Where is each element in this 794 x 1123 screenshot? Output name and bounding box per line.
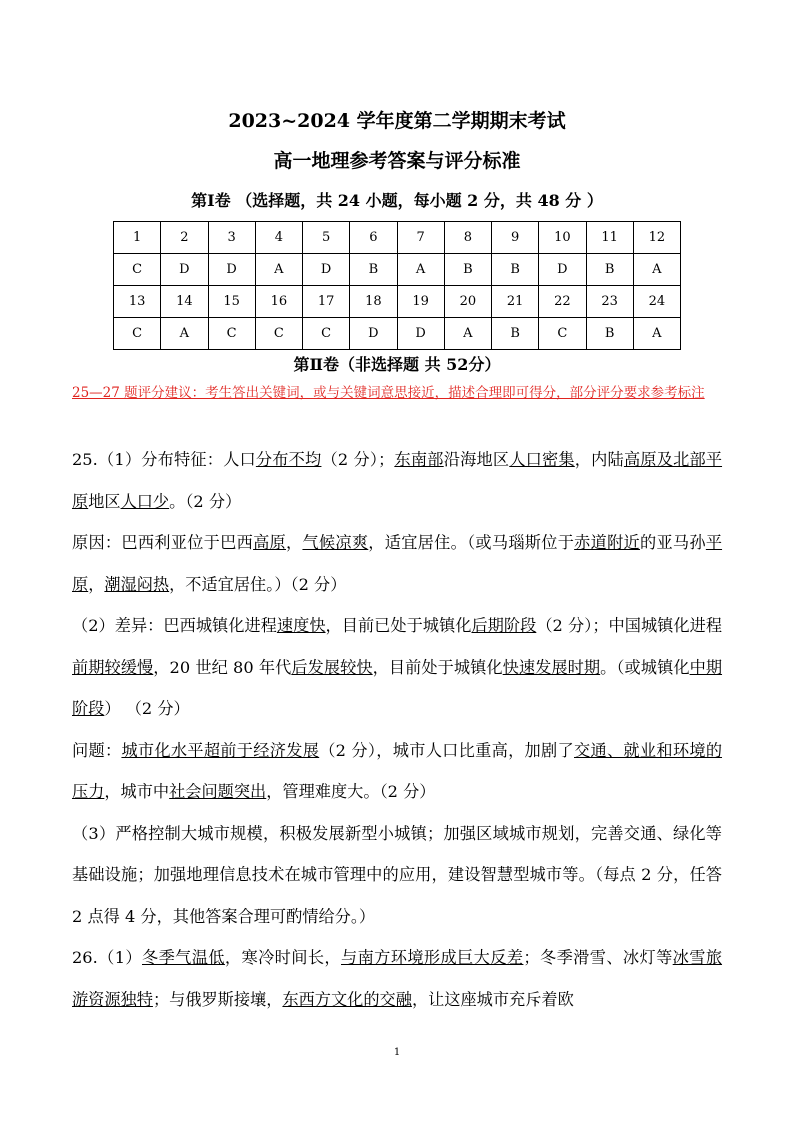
table-cell: A [161,318,208,350]
table-cell: C [303,318,350,350]
table-cell: 14 [161,286,208,318]
table-cell: B [492,318,539,350]
q25-part2-paragraph: （2）差异：巴西城镇化进程速度快，目前已处于城镇化后期阶段（2 分）；中国城镇化进程前期较缓慢，20 世纪 80 年代后发展较快，目前处于城镇化快速发展时期。（或城镇化中期阶段） （2 分） [72,616,723,718]
document-title: 2023~2024 学年度第二学期期末考试 [228,110,566,132]
table-cell: 24 [633,286,680,318]
table-cell: 9 [492,222,539,254]
table-cell: 7 [397,222,444,254]
table-cell: 23 [586,286,633,318]
q25-problem-paragraph: 问题：城市化水平超前于经济发展（2 分），城市人口比重高，加剧了交通、就业和环境的压力，城市中社会问题突出，管理难度大。（2 分） [72,740,723,801]
table-cell: 1 [114,222,161,254]
table-cell: A [397,254,444,286]
table-cell: D [397,318,444,350]
table-cell: C [208,318,255,350]
table-cell: 16 [255,286,302,318]
answer-body [72,439,722,1020]
table-row [114,318,681,350]
table-cell: C [539,318,586,350]
table-cell: A [444,318,491,350]
table-cell: 4 [255,222,302,254]
table-cell: 5 [303,222,350,254]
q26-part1-paragraph: 26.（1）冬季气温低，寒冷时间长，与南方环境形成巨大反差；冬季滑雪、冰灯等冰雪旅游资源独特；与俄罗斯接壤，东西方文化的交融，让这座城市充斥着欧 [72,948,723,1009]
table-cell: D [208,254,255,286]
page-number: 1 [393,1047,401,1058]
table-cell: B [444,254,491,286]
table-cell: B [492,254,539,286]
table-row [114,222,681,254]
grading-note: 25—27 题评分建议：考生答出关键词，或与关键词意思接近，描述合理即可得分，部分评分要求参考标注 [72,385,705,401]
table-cell: B [350,254,397,286]
table-cell: 8 [444,222,491,254]
table-cell: 10 [539,222,586,254]
table-cell: A [633,254,680,286]
table-cell: D [539,254,586,286]
table-cell: D [350,318,397,350]
table-cell: B [586,318,633,350]
table-cell: 21 [492,286,539,318]
section1-heading: 第Ⅰ卷 （选择题，共 24 小题，每小题 2 分，共 48 分 ） [191,191,603,210]
table-cell: 3 [208,222,255,254]
table-cell: 13 [114,286,161,318]
table-cell: 15 [208,286,255,318]
table-cell: D [303,254,350,286]
table-cell: 22 [539,286,586,318]
table-row [114,254,681,286]
table-cell: B [586,254,633,286]
answer-table [113,221,681,350]
table-cell: C [114,254,161,286]
table-cell: A [255,254,302,286]
q25-part1-paragraph: 25.（1）分布特征：人口分布不均（2 分）；东南部沿海地区人口密集，内陆高原及北部平原地区人口少。（2 分） [72,450,723,511]
table-cell: 6 [350,222,397,254]
table-cell: 12 [633,222,680,254]
document-subtitle: 高一地理参考答案与评分标准 [273,150,521,172]
q25-part3-paragraph: （3）严格控制大城市规模，积极发展新型小城镇；加强区域城市规划，完善交通、绿化等基础设施；加强地理信息技术在城市管理中的应用，建设智慧型城市等。（每点 2 分，任答 2 点得 4 分，其他答案合理可酌情给分。） [72,823,722,926]
section2-heading: 第Ⅱ卷（非选择题 共 52分） [293,355,501,374]
table-cell: D [161,254,208,286]
table-cell: 2 [161,222,208,254]
table-cell: 11 [586,222,633,254]
table-row [114,286,681,318]
table-cell: 17 [303,286,350,318]
table-cell: C [255,318,302,350]
table-cell: 19 [397,286,444,318]
table-cell: 20 [444,286,491,318]
q25-reason-paragraph: 原因：巴西利亚位于巴西高原，气候凉爽，适宜居住。（或马瑙斯位于赤道附近的亚马孙平原，潮湿闷热，不适宜居住。）（2 分） [72,533,723,594]
table-cell: A [633,318,680,350]
table-cell: C [114,318,161,350]
table-cell: 18 [350,286,397,318]
